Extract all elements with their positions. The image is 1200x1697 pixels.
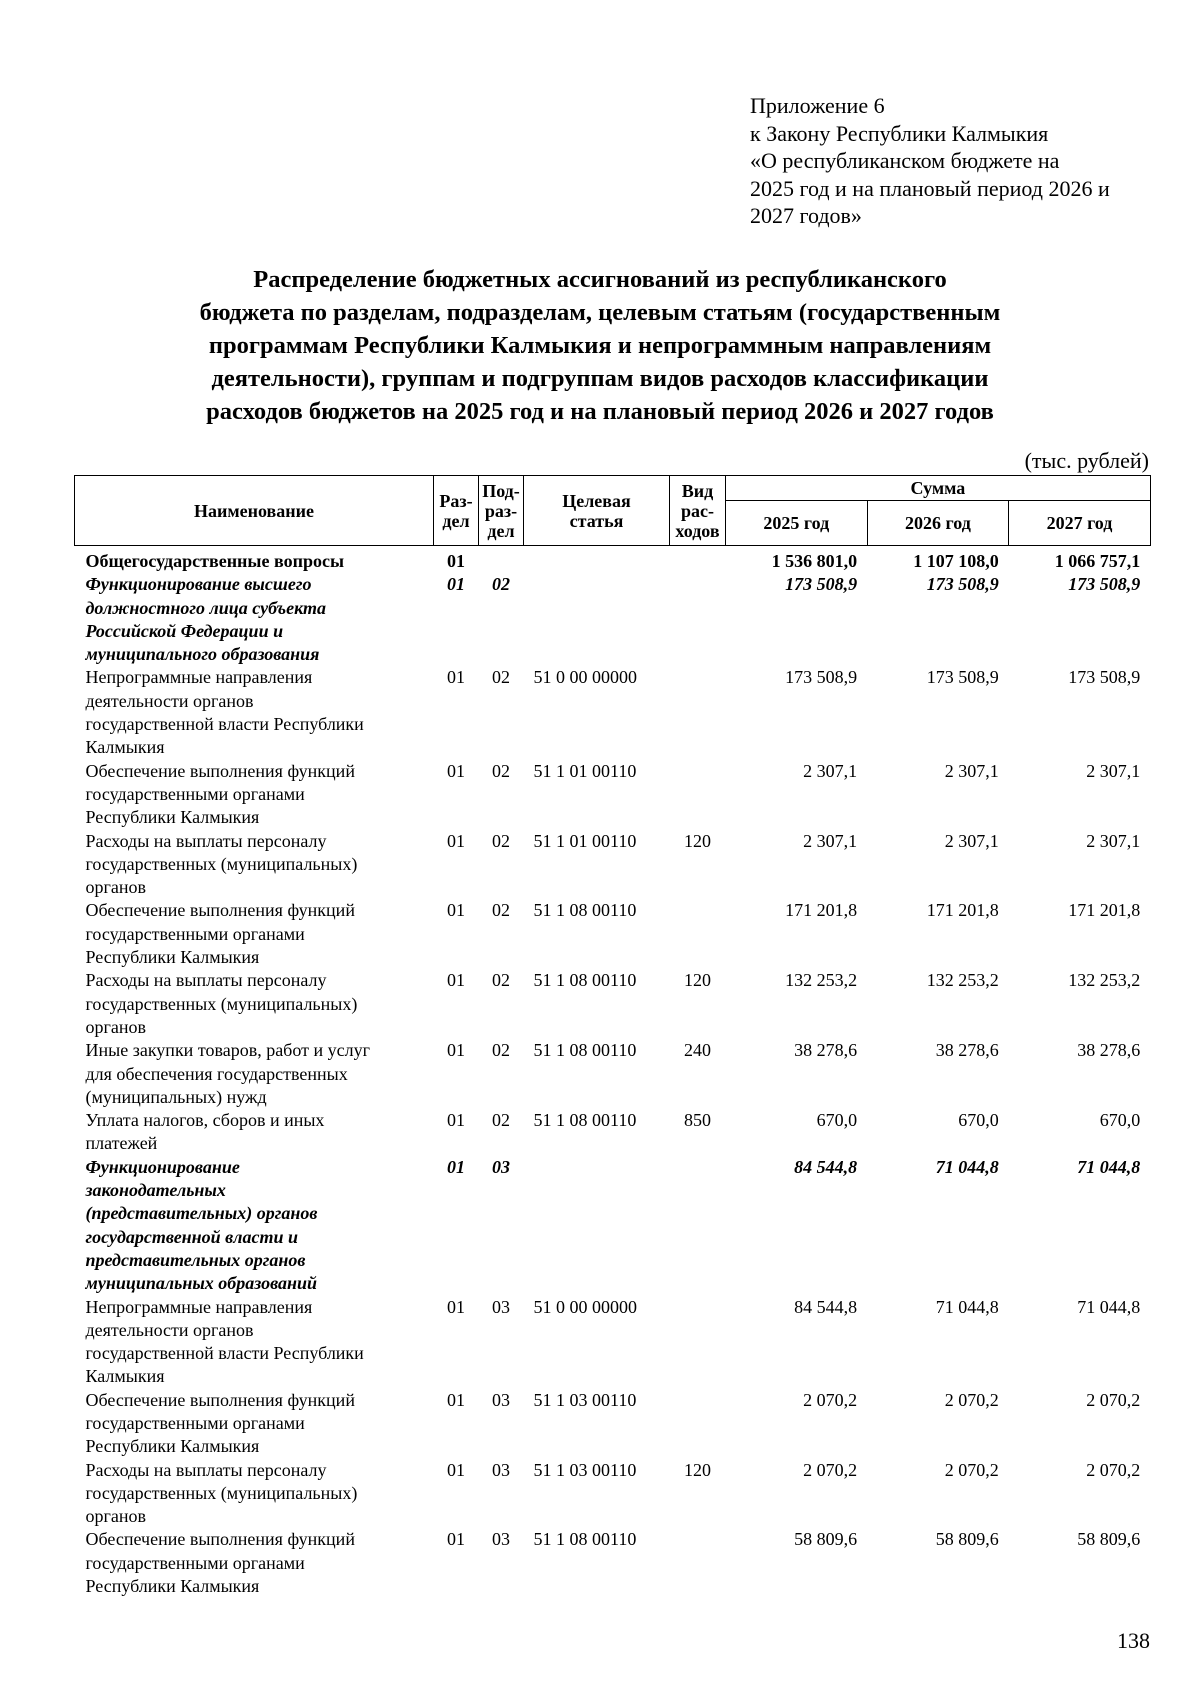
row-name-line: государственной власти Республики (85, 1343, 364, 1364)
amount-2027: 171 201,8 (1068, 900, 1141, 921)
col-header-2026: 2026 год (867, 501, 1009, 546)
amount-2025: 84 544,8 (794, 1156, 858, 1177)
razdel-cell: 01 (447, 1459, 465, 1480)
vid-cell (670, 573, 726, 666)
vid-cell: 850 (684, 1110, 711, 1131)
amount-2025: 171 201,8 (785, 900, 858, 921)
table-row (75, 1109, 1151, 1156)
amount-2027: 132 253,2 (1068, 970, 1141, 991)
amount-2027: 1 066 757,1 (1054, 551, 1141, 571)
table-row (75, 899, 1151, 969)
table-row (75, 666, 1151, 759)
vid-cell (670, 1389, 726, 1459)
row-name-line: Российской Федерации и (85, 620, 284, 641)
amount-2026: 171 201,8 (926, 900, 999, 921)
amount-2025: 84 544,8 (794, 1296, 858, 1317)
col-header-summa: Сумма (726, 476, 1151, 501)
amount-2026: 71 044,8 (935, 1296, 999, 1317)
row-name-line: государственными органами (85, 783, 305, 804)
row-name-line: Непрограммные направления (85, 1296, 313, 1317)
row-name-line: государственными органами (85, 923, 305, 944)
row-name (75, 573, 434, 666)
podrazdel-cell: 02 (492, 1040, 510, 1061)
podrazdel-cell: 03 (492, 1389, 510, 1410)
vid-cell: 120 (684, 830, 711, 851)
vid-cell: 240 (684, 1040, 711, 1061)
row-name-line: платежей (85, 1133, 158, 1154)
table-row (75, 969, 1151, 1039)
celevaya-cell: 51 1 08 00110 (533, 1110, 637, 1131)
razdel-cell: 01 (447, 1040, 465, 1061)
col-header-celevaya: Целевая статья (524, 476, 670, 546)
appendix-reference (750, 92, 1110, 230)
amount-2026: 173 508,9 (926, 574, 999, 595)
razdel-cell: 01 (447, 830, 465, 851)
vid-cell: 120 (684, 1459, 711, 1480)
amount-2027: 2 070,2 (1086, 1389, 1141, 1410)
podrazdel-cell (479, 546, 524, 574)
amount-2027: 71 044,8 (1077, 1156, 1141, 1177)
row-name-line: Обеспечение выполнения функций (85, 1529, 355, 1550)
table-row (75, 760, 1151, 830)
appendix-line: 2025 год и на плановый период 2026 и (750, 175, 1110, 201)
row-name (75, 899, 434, 969)
row-name (75, 969, 434, 1039)
celevaya-cell: 51 0 00 00000 (533, 1296, 637, 1317)
vid-cell (670, 1528, 726, 1598)
row-name-line: Расходы на выплаты персоналу (85, 830, 327, 851)
amount-2026: 58 809,6 (935, 1529, 999, 1550)
podrazdel-cell: 02 (492, 1110, 510, 1131)
amount-2025: 2 070,2 (803, 1389, 858, 1410)
table-row (75, 546, 1151, 574)
vid-cell (670, 546, 726, 574)
row-name-line: государственными органами (85, 1412, 305, 1433)
celevaya-cell: 51 1 08 00110 (533, 1529, 637, 1550)
podrazdel-cell: 03 (492, 1296, 510, 1317)
row-name (75, 1109, 434, 1156)
table-row (75, 1296, 1151, 1389)
appendix-line: «О республиканском бюджете на (750, 148, 1060, 173)
razdel-cell: 01 (447, 1110, 465, 1131)
amount-2026: 2 307,1 (944, 760, 999, 781)
document-title (140, 263, 1060, 428)
celevaya-cell: 51 1 03 00110 (533, 1459, 637, 1480)
row-name-line: представительных органов (85, 1249, 306, 1270)
row-name-line: государственных (муниципальных) (85, 1482, 358, 1503)
table-row (75, 1039, 1151, 1109)
celevaya-cell (524, 546, 670, 574)
razdel-cell: 01 (447, 900, 465, 921)
row-name-line: Республики Калмыкия (85, 1576, 260, 1597)
row-name-line: (представительных) органов (85, 1203, 318, 1224)
amount-2027: 173 508,9 (1068, 574, 1141, 595)
row-name-line: Обеспечение выполнения функций (85, 760, 355, 781)
col-header-2027: 2027 год (1009, 501, 1151, 546)
row-name-line: Непрограммные направления (85, 667, 313, 688)
row-name (75, 546, 434, 574)
row-name-line: Общегосударственные вопросы (85, 551, 344, 571)
razdel-cell: 01 (447, 551, 465, 571)
podrazdel-cell: 02 (492, 760, 510, 781)
row-name (75, 1389, 434, 1459)
vid-cell (670, 760, 726, 830)
row-name-line: Обеспечение выполнения функций (85, 900, 355, 921)
row-name-line: Уплата налогов, сборов и иных (85, 1110, 325, 1131)
amount-2025: 2 307,1 (803, 760, 858, 781)
appendix-line: Приложение 6 (750, 93, 885, 118)
podrazdel-cell: 02 (492, 970, 510, 991)
celevaya-cell: 51 1 03 00110 (533, 1389, 637, 1410)
row-name-line: Расходы на выплаты персоналу (85, 1459, 327, 1480)
row-name-line: Расходы на выплаты персоналу (85, 970, 327, 991)
row-name-line: государственной власти и (85, 1226, 298, 1247)
row-name-line: органов (85, 1016, 147, 1037)
amount-2025: 38 278,6 (794, 1040, 858, 1061)
podrazdel-cell: 02 (492, 830, 510, 851)
razdel-cell: 01 (447, 1156, 465, 1177)
amount-2026: 2 070,2 (944, 1459, 999, 1480)
row-name-line: Республики Калмыкия (85, 1436, 260, 1457)
title-line: расходов бюджетов на 2025 год и на плановый период 2026 и 2027 годов (206, 398, 994, 425)
celevaya-cell: 51 1 08 00110 (533, 1040, 637, 1061)
amount-2026: 1 107 108,0 (913, 551, 999, 571)
amount-2026: 670,0 (958, 1110, 999, 1131)
razdel-cell: 01 (447, 667, 465, 688)
title-line: деятельности), группам и подгруппам видов расходов классификации (211, 365, 989, 392)
podrazdel-cell: 03 (492, 1459, 510, 1480)
row-name-line: Функционирование высшего (85, 574, 312, 595)
celevaya-cell (524, 1156, 670, 1296)
podrazdel-cell: 03 (492, 1529, 510, 1550)
row-name-line: органов (85, 1506, 147, 1527)
col-header-2025: 2025 год (726, 501, 868, 546)
row-name (75, 760, 434, 830)
row-name (75, 1296, 434, 1389)
razdel-cell: 01 (447, 1389, 465, 1410)
budget-table (74, 475, 1151, 1598)
row-name-line: Калмыкия (85, 1366, 165, 1387)
row-name-line: для обеспечения государственных (85, 1063, 348, 1084)
row-name-line: деятельности органов (85, 690, 254, 711)
row-name-line: муниципальных образований (85, 1273, 318, 1294)
amount-2027: 670,0 (1099, 1110, 1141, 1131)
col-header-razdel: Раз- дел (434, 476, 479, 546)
row-name-line: муниципального образования (85, 644, 320, 665)
amount-2027: 38 278,6 (1077, 1040, 1141, 1061)
row-name-line: Функционирование (85, 1156, 240, 1177)
amount-2025: 132 253,2 (785, 970, 858, 991)
amount-2026: 2 070,2 (944, 1389, 999, 1410)
amount-2025: 2 070,2 (803, 1459, 858, 1480)
podrazdel-cell: 02 (492, 574, 510, 595)
title-line: бюджета по разделам, подразделам, целевым статьям (государственным (199, 299, 1001, 326)
table-row (75, 573, 1151, 666)
row-name-line: органов (85, 877, 147, 898)
units-label: (тыс. рублей) (1024, 448, 1149, 473)
amount-2027: 2 070,2 (1086, 1459, 1141, 1480)
table-row (75, 830, 1151, 900)
podrazdel-cell: 03 (492, 1156, 510, 1177)
celevaya-cell: 51 1 08 00110 (533, 900, 637, 921)
row-name-line: Обеспечение выполнения функций (85, 1389, 355, 1410)
razdel-cell: 01 (447, 970, 465, 991)
amount-2027: 58 809,6 (1077, 1529, 1141, 1550)
amount-2027: 2 307,1 (1086, 830, 1141, 851)
row-name-line: (муниципальных) нужд (85, 1086, 267, 1107)
celevaya-cell: 51 1 01 00110 (533, 760, 637, 781)
row-name-line: Республики Калмыкия (85, 947, 260, 968)
amount-2025: 173 508,9 (785, 574, 858, 595)
title-line: программам Республики Калмыкия и непрограммным направлениям (208, 332, 992, 359)
table-row (75, 1156, 1151, 1296)
razdel-cell: 01 (447, 760, 465, 781)
appendix-line: 2027 годов» (750, 203, 862, 228)
row-name (75, 1459, 434, 1529)
row-name (75, 1156, 434, 1296)
razdel-cell: 01 (447, 1296, 465, 1317)
vid-cell (670, 899, 726, 969)
celevaya-cell: 51 0 00 00000 (533, 667, 637, 688)
row-name-line: должностного лица субъекта (85, 597, 326, 618)
podrazdel-cell: 02 (492, 900, 510, 921)
row-name-line: государственными органами (85, 1552, 305, 1573)
row-name-line: Иные закупки товаров, работ и услуг (85, 1040, 370, 1061)
row-name-line: законодательных (85, 1180, 226, 1201)
row-name-line: государственных (муниципальных) (85, 993, 358, 1014)
table-header (75, 476, 1151, 546)
razdel-cell: 01 (447, 1529, 465, 1550)
col-header-name: Наименование (75, 476, 434, 546)
row-name (75, 1039, 434, 1109)
title-line: Распределение бюджетных ассигнований из республиканского (253, 266, 947, 293)
celevaya-cell: 51 1 08 00110 (533, 970, 637, 991)
amount-2025: 1 536 801,0 (771, 551, 858, 571)
vid-cell (670, 666, 726, 759)
amount-2025: 58 809,6 (794, 1529, 858, 1550)
row-name-line: деятельности органов (85, 1319, 254, 1340)
row-name-line: Республики Калмыкия (85, 807, 260, 828)
col-header-vid: Вид рас- ходов (670, 476, 726, 546)
amount-2027: 173 508,9 (1068, 667, 1141, 688)
appendix-line: к Закону Республики Калмыкия (750, 120, 1049, 146)
amount-2026: 173 508,9 (926, 667, 999, 688)
amount-2026: 71 044,8 (935, 1156, 999, 1177)
celevaya-cell (524, 573, 670, 666)
row-name (75, 666, 434, 759)
row-name-line: Калмыкия (85, 737, 165, 758)
amount-2025: 173 508,9 (785, 667, 858, 688)
amount-2025: 670,0 (816, 1110, 858, 1131)
table-row (75, 1459, 1151, 1529)
vid-cell (670, 1156, 726, 1296)
table-body (75, 546, 1151, 1599)
amount-2026: 132 253,2 (926, 970, 999, 991)
vid-cell (670, 1296, 726, 1389)
col-header-podrazdel: Под- раз- дел (479, 476, 524, 546)
amount-2026: 38 278,6 (935, 1040, 999, 1061)
razdel-cell: 01 (447, 574, 465, 595)
row-name-line: государственной власти Республики (85, 714, 364, 735)
table-row (75, 1389, 1151, 1459)
amount-2027: 71 044,8 (1077, 1296, 1141, 1317)
page-number: 138 (1117, 1628, 1150, 1653)
podrazdel-cell: 02 (492, 667, 510, 688)
celevaya-cell: 51 1 01 00110 (533, 830, 637, 851)
amount-2025: 2 307,1 (803, 830, 858, 851)
row-name-line: государственных (муниципальных) (85, 853, 358, 874)
table-row (75, 1528, 1151, 1598)
amount-2027: 2 307,1 (1086, 760, 1141, 781)
row-name (75, 830, 434, 900)
row-name (75, 1528, 434, 1598)
amount-2026: 2 307,1 (944, 830, 999, 851)
vid-cell: 120 (684, 970, 711, 991)
